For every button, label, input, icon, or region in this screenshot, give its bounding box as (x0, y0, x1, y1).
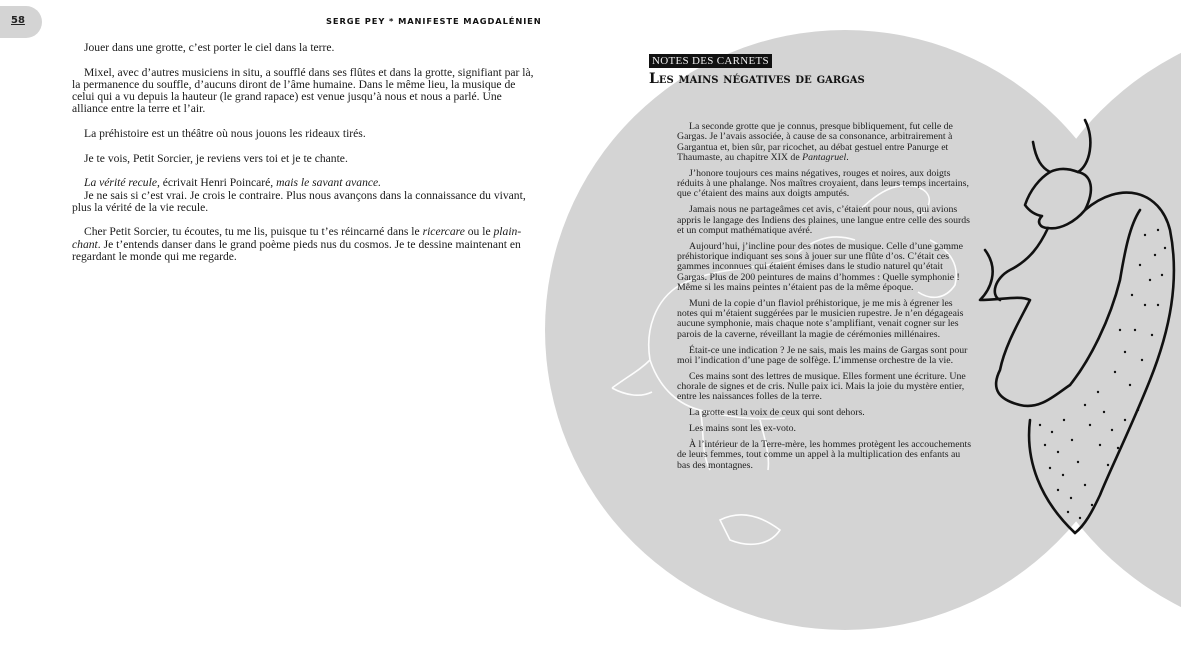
text-italic: ricercare (422, 225, 465, 239)
text-run: Cher Petit Sorcier, tu écoutes, tu me lis, puisque tu t’es réincarné dans le (84, 225, 423, 239)
quote-mid: écrivait Henri Poincaré, (159, 176, 277, 190)
left-paragraph: Je te vois, Petit Sorcier, je reviens vers toi et je te chante. (84, 151, 348, 165)
quote-italic-2: mais le savant avance. (276, 176, 382, 190)
notes-tag: NOTES DES CARNETS (649, 54, 772, 68)
notes-paragraph: Aujourd’hui, j’incline pour des notes de musique. Celle d’une gamme préhistorique indiquant ses sons à jouer sur une flûte d’os. C’était ces gammes inconnues qui étaient émises dans le studio naturel qu’était Gargas. Plus de 200 peintures de mains d’hommes : Quelle symphonie ! Même si les mains peintes n’étaient pas de la même époque. (677, 240, 963, 293)
pantagruel-italic: Pantagruel (802, 151, 847, 163)
left-column (72, 42, 534, 276)
left-paragraph: Mixel, avec d’autres musiciens in situ, a soufflé dans ses flûtes et dans la grotte, signifiant par là, la permanence du souffle, d’aucuns diront de l’âme humaine. Dans le même lieu, la musique de celui qui a vu depuis la hauteur (le grand rapace) est venue jusqu’à nous et nous a parlé. Une alliance entre la terre et l’air. (72, 65, 534, 116)
page-number: 58 (11, 15, 25, 26)
text-run: La seconde grotte que je connus, presque bibliquement, fut celle de Gargas. Je l’avais associée, à cause de sa consonance, arbitrairement à Gargantua et, bien sûr, par ricochet, au débat gestuel entre Panurge et Thaumaste, au chapitre XIX de (677, 121, 953, 163)
left-paragraph-quote (72, 177, 534, 189)
running-head: SERGE PEY * MANIFESTE MAGDALÉNIEN (326, 16, 542, 26)
text-italic: plain-chant (72, 225, 522, 251)
notes-paragraph (677, 122, 975, 163)
notes-paragraph: La grotte est la voix de ceux qui sont dehors. (689, 407, 865, 419)
page-number-tab (0, 6, 42, 38)
text-run: ou le (464, 225, 494, 239)
quote-italic: La vérité recule, (84, 176, 160, 190)
notes-paragraph: Les mains sont les ex-voto. (689, 423, 796, 435)
left-paragraph: Je ne sais si c’est vrai. Je crois le contraire. Plus nous avançons dans la connaissance du vivant, plus la vérité de la vie recule. (72, 188, 526, 214)
notes-paragraph: Était-ce une indication ? Je ne sais, mais les mains de Gargas sont pour moi l’indication d’une page de solfège. L’immense orchestre de la vie. (677, 344, 968, 366)
text-run: . (846, 151, 849, 163)
notes-paragraph: J’honore toujours ces mains négatives, rouges et noires, aux doigts réduits à une phalange. Nos maîtres croyaient, dans leurs temps incertains, que c’étaient des mains aux doigts amputés. (677, 167, 969, 200)
notes-paragraph: Jamais nous ne partageâmes cet avis, c’étaient pour nous, qui avions appris le langage des Indiens des plaines, une langue entre celle des sourds et un comput mathématique avéré. (677, 204, 970, 236)
left-paragraph: Jouer dans une grotte, c’est porter le ciel dans la terre. (84, 41, 335, 54)
left-paragraph: La préhistoire est un théâtre où nous jouons les rideaux tirés. (84, 127, 366, 141)
notes-column (677, 122, 975, 477)
text-run: . Je t’entends danser dans le grand poème pieds nus du cosmos. Je te dessine maintenant en regardant le monde qui me regarde. (72, 237, 521, 264)
left-paragraph (72, 226, 534, 263)
notes-title: Les mains négatives de gargas (649, 71, 865, 87)
notes-paragraph: À l’intérieur de la Terre-mère, les hommes protègent les accouchements de leurs femmes, tout comme un appel à la multiplication des enfants au bas des montagnes. (677, 439, 972, 471)
notes-paragraph: Muni de la copie d’un flaviol préhistorique, je me mis à égrener les notes qui m’étaient suggérées par le musicien rupestre. Je n’en dégageais aucune symphonie, mais chaque note s’amplifiant, venait cogner sur les parois de la caverne, réveillant la magie de cérémonies millénaires. (677, 297, 964, 340)
notes-paragraph: Ces mains sont des lettres de musique. Elles forment une écriture. Une chorale de signes et de cris. Nulle paix ici. Mais la joie du mystère entier, entre les naissances folles de la terre. (677, 370, 966, 403)
